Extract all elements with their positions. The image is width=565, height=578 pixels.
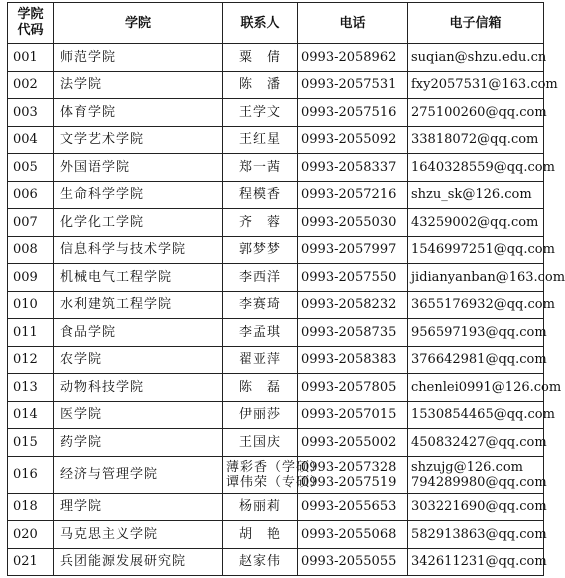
table-row (8, 346, 544, 374)
phone-cell (298, 521, 408, 549)
email-cell (408, 71, 558, 99)
phone-cell (298, 44, 408, 72)
contact-person-cell-line: 粟 倩 (238, 49, 281, 65)
contact-person-cell (223, 181, 298, 209)
phone-cell-line: 0993-2055030 (301, 214, 397, 230)
college-name-cell: 文学艺术学院 (54, 126, 223, 154)
email-cell-line: 1530854465@qq.com (411, 407, 555, 423)
contact-person-cell-line: 杨丽莉 (238, 499, 281, 515)
contact-person-cell (223, 401, 298, 429)
college-name-cell: 机械电气工程学院 (54, 264, 223, 292)
college-code-cell: 015 (8, 429, 54, 457)
email-cell-line: shzu_sk@126.com (411, 187, 532, 203)
contact-person-cell (223, 71, 298, 99)
contact-person-cell (223, 493, 298, 521)
college-code-cell: 014 (8, 401, 54, 429)
contact-person-cell (223, 456, 325, 493)
header-row (8, 3, 544, 44)
email-cell (408, 236, 555, 264)
header-contact: 联系人 (223, 3, 298, 44)
college-name-cell: 信息科学与技术学院 (54, 236, 223, 264)
phone-cell-line: 0993-2055092 (301, 132, 397, 148)
table-row (8, 548, 544, 576)
table-row (8, 181, 544, 209)
phone-cell-line: 0993-2057015 (301, 407, 397, 423)
college-name-cell: 马克思主义学院 (54, 521, 223, 549)
contact-person-cell (223, 346, 298, 374)
phone-cell-line: 0993-2055653 (301, 499, 397, 515)
phone-cell (298, 126, 408, 154)
phone-cell-line: 0993-2058962 (301, 49, 397, 65)
contact-person-cell-line: 王国庆 (238, 434, 281, 450)
phone-cell (298, 236, 408, 264)
phone-cell (298, 319, 408, 347)
college-code-cell: 012 (8, 346, 54, 374)
phone-cell (298, 401, 408, 429)
college-code-cell: 001 (8, 44, 54, 72)
header-college: 学院 (54, 3, 223, 44)
contact-person-cell-line: 齐 蓉 (238, 214, 281, 230)
contact-person-cell (223, 99, 298, 127)
header-code-line2: 代码 (17, 23, 44, 38)
table-row (8, 429, 544, 457)
phone-cell-line: 0993-2058383 (301, 352, 397, 368)
email-cell-line: 376642981@qq.com (411, 352, 547, 368)
email-cell-line: suqian@shzu.edu.cn (411, 49, 547, 65)
phone-cell-line: 0993-2055055 (301, 554, 397, 570)
email-cell-line: 342611231@qq.com (411, 554, 547, 570)
college-name-cell: 药学院 (54, 429, 223, 457)
contact-person-cell (223, 126, 298, 154)
contact-person-cell-line: 李西洋 (238, 269, 281, 285)
college-name-cell: 兵团能源发展研究院 (54, 548, 223, 576)
contact-person-cell (223, 264, 298, 292)
contact-person-cell (223, 154, 298, 182)
college-code-cell: 008 (8, 236, 54, 264)
email-cell (408, 521, 547, 549)
college-code-cell: 020 (8, 521, 54, 549)
phone-cell-line: 0993-2055002 (301, 434, 397, 450)
contact-person-cell-line: 郭梦梦 (238, 242, 281, 258)
table-row (8, 319, 544, 347)
contact-person-cell-line: 王红星 (238, 132, 281, 148)
contact-person-cell-line: 陈 潘 (238, 77, 281, 93)
phone-cell (298, 99, 408, 127)
phone-cell-line: 0993-2057516 (301, 104, 397, 120)
contact-person-cell-line: 李赛琦 (238, 297, 281, 313)
table-row (8, 126, 544, 154)
email-cell-line: chenlei0991@126.com (411, 379, 562, 395)
college-code-cell: 010 (8, 291, 54, 319)
college-name-cell: 法学院 (54, 71, 223, 99)
table-row (8, 44, 544, 72)
contact-person-cell (223, 548, 298, 576)
college-name-cell: 食品学院 (54, 319, 223, 347)
contact-person-cell-line: 王学文 (238, 104, 281, 120)
college-name-cell: 化学化工学院 (54, 209, 223, 237)
table-row (8, 71, 544, 99)
contact-table-container (7, 2, 565, 576)
email-cell-line: 794289980@qq.com (411, 474, 547, 490)
contact-person-cell-line: 胡 艳 (238, 526, 281, 542)
contact-person-cell (223, 319, 298, 347)
email-cell-line: 582913863@qq.com (411, 526, 547, 542)
email-cell-line: 1640328559@qq.com (411, 159, 555, 175)
contact-person-cell (223, 429, 298, 457)
email-cell (408, 319, 547, 347)
college-code-cell: 006 (8, 181, 54, 209)
email-cell (408, 291, 555, 319)
table-row (8, 456, 544, 493)
header-college-code (8, 3, 54, 44)
contact-person-cell (223, 209, 298, 237)
header-code-line1: 学院 (17, 7, 44, 22)
college-code-cell: 018 (8, 493, 54, 521)
email-cell-line: 275100260@qq.com (411, 104, 547, 120)
email-cell (408, 493, 547, 521)
phone-cell-line: 0993-2058735 (301, 324, 397, 340)
phone-cell (298, 374, 408, 402)
table-body (8, 44, 565, 576)
contact-person-cell (223, 44, 298, 72)
contact-person-cell (223, 521, 298, 549)
phone-cell (298, 346, 408, 374)
college-code-cell: 002 (8, 71, 54, 99)
header-phone: 电话 (298, 3, 408, 44)
college-code-cell: 007 (8, 209, 54, 237)
email-cell (408, 126, 544, 154)
phone-cell-line: 0993-2057997 (301, 242, 397, 258)
contact-person-cell-line: 翟亚萍 (238, 352, 281, 368)
email-cell (408, 429, 547, 457)
phone-cell (298, 548, 408, 576)
college-code-cell: 021 (8, 548, 54, 576)
email-cell-line: 3655176932@qq.com (411, 297, 555, 313)
phone-cell (298, 181, 408, 209)
email-cell-line: fxy2057531@163.com (411, 77, 558, 93)
contact-person-cell-line: 伊丽莎 (238, 407, 281, 423)
contact-person-cell-line: 李孟琪 (238, 324, 281, 340)
phone-cell-line: 0993-2058337 (301, 159, 397, 175)
phone-cell-line: 0993-2057519 (301, 474, 397, 490)
email-cell (408, 374, 562, 402)
phone-cell (298, 264, 408, 292)
phone-cell-line: 0993-2057328 (301, 459, 397, 475)
contact-person-cell-line: 赵家伟 (238, 554, 281, 570)
college-code-cell: 003 (8, 99, 54, 127)
header-email: 电子信箱 (408, 3, 544, 44)
college-contact-table (7, 2, 565, 576)
contact-person-cell-line: 谭伟荣（专硕） (226, 474, 325, 490)
table-row (8, 236, 544, 264)
table-row (8, 401, 544, 429)
phone-cell (298, 291, 408, 319)
email-cell (408, 548, 547, 576)
college-name-cell: 外国语学院 (54, 154, 223, 182)
email-cell (408, 264, 565, 292)
college-name-cell: 生命科学学院 (54, 181, 223, 209)
email-cell (408, 154, 555, 182)
college-name-cell: 农学院 (54, 346, 223, 374)
email-cell (408, 346, 547, 374)
email-cell-line: jidianyanban@163.com (411, 269, 565, 285)
college-name-cell: 经济与管理学院 (54, 456, 223, 493)
college-name-cell: 师范学院 (54, 44, 223, 72)
email-cell (408, 44, 547, 72)
college-code-cell: 004 (8, 126, 54, 154)
email-cell (408, 456, 547, 493)
email-cell (408, 181, 544, 209)
email-cell (408, 99, 547, 127)
table-row (8, 493, 544, 521)
phone-cell-line: 0993-2057531 (301, 77, 397, 93)
phone-cell (298, 71, 408, 99)
table-row (8, 264, 544, 292)
phone-cell-line: 0993-2057216 (301, 187, 397, 203)
contact-person-cell (223, 291, 298, 319)
phone-cell-line: 0993-2058232 (301, 297, 397, 313)
phone-cell-line: 0993-2057550 (301, 269, 397, 285)
table-row (8, 154, 544, 182)
phone-cell-line: 0993-2057805 (301, 379, 397, 395)
email-cell-line: 450832427@qq.com (411, 434, 547, 450)
phone-cell (298, 154, 408, 182)
email-cell-line: 1546997251@qq.com (411, 242, 555, 258)
contact-person-cell-line: 陈 磊 (238, 379, 281, 395)
college-name-cell: 理学院 (54, 493, 223, 521)
contact-person-cell-line: 程模香 (238, 187, 281, 203)
email-cell-line: 303221690@qq.com (411, 499, 547, 515)
email-cell (408, 401, 555, 429)
college-code-cell: 016 (8, 456, 54, 493)
phone-cell (298, 456, 408, 493)
college-name-cell: 体育学院 (54, 99, 223, 127)
college-name-cell: 水利建筑工程学院 (54, 291, 223, 319)
phone-cell (298, 493, 408, 521)
email-cell (408, 209, 544, 237)
college-code-cell: 013 (8, 374, 54, 402)
table-row (8, 209, 544, 237)
college-code-cell: 005 (8, 154, 54, 182)
college-name-cell: 医学院 (54, 401, 223, 429)
contact-person-cell (223, 374, 298, 402)
table-row (8, 99, 544, 127)
phone-cell-line: 0993-2055068 (301, 526, 397, 542)
email-cell-line: 956597193@qq.com (411, 324, 547, 340)
email-cell-line: 43259002@qq.com (411, 214, 539, 230)
contact-person-cell-line: 薄彩香（学硕） (226, 459, 325, 475)
phone-cell (298, 209, 408, 237)
table-row (8, 521, 544, 549)
phone-cell (298, 429, 408, 457)
email-cell-line: 33818072@qq.com (411, 132, 539, 148)
email-cell-line: shzujg@126.com (411, 459, 523, 475)
contact-person-cell (223, 236, 298, 264)
table-row (8, 374, 544, 402)
college-code-cell: 011 (8, 319, 54, 347)
college-code-cell: 009 (8, 264, 54, 292)
table-row (8, 291, 544, 319)
college-name-cell: 动物科技学院 (54, 374, 223, 402)
contact-person-cell-line: 郑一茜 (238, 159, 281, 175)
